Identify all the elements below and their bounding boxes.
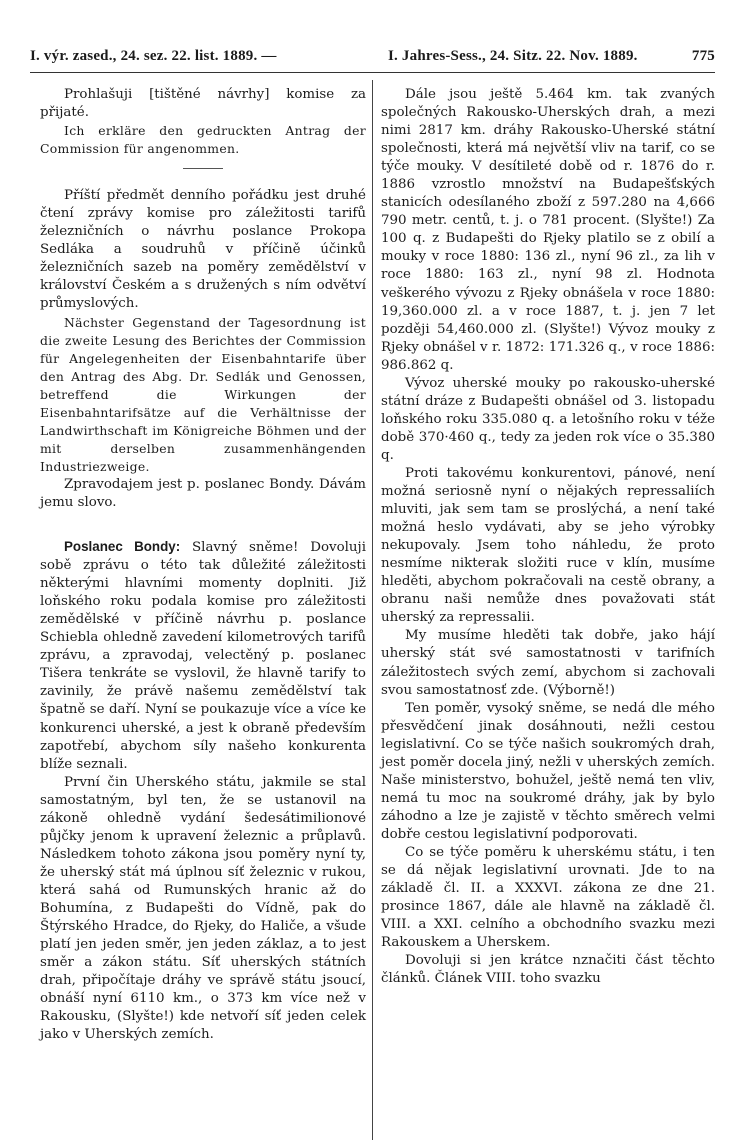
header-german: I. Jahres-Sess., 24. Sitz. 22. Nov. 1889. [388,48,638,64]
speech-paragraph-2: První čin Uherského státu, jakmile se stal samostatným, byl ten, že se ustanovil na zákoně ohledně vydání šedesátimilionové půjčky jenom k upravení železnic a průplavů. Následkem tohoto zákona jsou poměry nyní ty, že uherský stát má úplnou síť železnic v rukou, která sahá od Rumunských hranic až do Bohumína, z Budapešti do Vídně, pak do Štýrského Hradce, do Rjeky, do Haliče, a všude platí jen jeden směr, jen jeden záklaz, a to jest směr a zákon státu. Síť uherských státních drah, připočítaje dráhy ve správě státu jsoucí, obnáší nyní 6110 km., o 373 km více než v Rakousku, (Slyšte!) kde netvoří síť jeden celek jako v Uherských zemích. [40,774,366,1043]
speech-paragraph-7: Ten poměr, vysoký sněme, se nedá dle mého přesvědčení jinak dosáhnouti, nežli cestou legislativní. Co se týče našich soukromých drah, jest poměr docela jiný, nežli v uherských zemích. Naše ministerstvo, bohužel, ještě nemá ten vliv, nemá tu moc na soukromé dráhy, jak by bylo záhodno a lze je zajistě v těchto směrech velmi dobře cestou legislativní podporovati. [381,700,715,842]
declaration-czech: Prohlašuji [tištěné návrhy] komise za přijaté. [40,87,366,121]
speech-paragraph-3: Dále jsou ještě 5.464 km. tak zvaných společných Rakousko-Uherských drah, a mezi nimi 2817 km. dráhy Rakousko-Uherské státní společnosti, která má největší vliv na tarif, co se týče mouky. V desítileté době od r. 1876 do r. 1886 vzrostlo množství na Budapešťských stanicích odesílaného zboží z 597.280 na 4,666 790 metr. centů, t. j. o 781 procent. (Slyšte!) Za 100 q. z Budapešti do Rjeky platilo se z obilí a mouky v roce 1880: 136 zl., nyní 96 zl., za lih v roce 1880: 163 zl., nyní 98 zl. Hodnota veškerého vývozu z Rjeky obnášela v roce 1880: 19,360.000 zl. a v roce 1887, t. j. jen 7 let později 54,460.000 zl. (Slyšte!) Vývoz mouky z Rjeky obnášel v r. 1872: 171.326 q., v roce 1886: 986.862 q. [381,87,715,373]
header-czech: I. výr. zased., 24. sez. 22. list. 1889. — [30,48,277,64]
agenda-item-german: Nächster Gegenstand der Tagesordnung ist die zweite Lesung des Berichtes der Commission für Angelegenheiten der Eisenbahntarife über den Antrag des Abg. Dr. Sedlák und Genossen, betreffend die Wirkungen der Eisenbahntarifsätze auf die Verhältnisse der Landwirthschaft im Königreiche Böhmen und der mit derselben zusammenhängenden Industriezweige. [40,314,366,474]
left-column [40,86,366,1044]
speech-paragraph-6: My musíme hleděti tak dobře, jako hájí uherský stát své samostatnosti v tarifních záležitostech svých zemí, abychom si zachovali svou samostatnosť zde. (Výborně!) [381,628,715,698]
speech-paragraph-9: Dovoluji si jen krátce nznačiti část těchto článků. Článek VIII. toho svazku [381,953,715,987]
speech-paragraph-4: Vývoz uherské mouky po rakousko-uherské státní dráze z Budapešti obnášel od 3. listopadu loňského roku 335.080 q. a letošního roku v téže době 370·460 q., tedy za jeden rok více o 35.380 q. [381,375,715,463]
column-divider [372,80,373,1140]
declaration-german: Ich erkläre den gedruckten Antrag der Commission für angenommen. [40,123,366,157]
speech-paragraph-8: Co se týče poměru k uherskému státu, i ten se dá nějak legislativní urovnati. Jde to na základě čl. II. a XXXVI. zákona ze dne 21. prosince 1867, dále ale hlavně na základě čl. VIII. a XXI. celního a obchodního svazku mezi Rakouskem a Uherskem. [381,844,715,951]
speech-paragraph [40,538,366,774]
rapporteur-announcement: Zpravodajem jest p. poslanec Bondy. Dávám jemu slovo. [40,476,366,510]
section-divider [183,168,223,169]
right-column [381,86,715,988]
speaker-name: Poslanec Bondy: [64,539,181,555]
agenda-item-czech: Příští předmět denního pořádku jest druhé čtení zprávy komise pro záležitosti tarifů železničních o návrhu poslance Prokopa Sedláka a soudruhů v příčině účinků železničních sazeb na poměry zemědělství v království Českém a s družených s ním odvětví průmyslových. [40,188,366,312]
speech-paragraph-5: Proti takovému konkurentovi, pánové, není možná seriosně nyní o nějakých repressaliích mluviti, jak sem tam se proslýchá, a není také možná heslo vydávati, aby se jeho výrobky nekupovaly. Jsem toho náhledu, že proto nesmíme nikterak složiti ruce v klín, musíme hleděti, abychom pokračovali na cestě obrany, a obranu naši nemůže dnes považovati stát uherský za repressalii. [381,465,715,626]
header-rule [30,72,715,73]
speech-text: Slavný sněme! Dovoluji sobě zprávu o této tak důležité záležitosti některými hlavními momenty doplniti. Již loňského roku podala komise pro záležitosti zemědělské v příčině návrhu p. poslance Schiebla ohledně zavedení kilometrových tarifů zprávu, a zpravodaj, velectěný p. poslanec Tišera tenkráte se vyslovil, že hlavně tarify to zavinily, že právě našemu zemědělství tak špatně se daří. Nyní se poukazuje více a více ke konkurenci uherské, a jest k obraně především zapotřebí, abychom síly našeho konkurenta blíže seznali. [40,540,366,772]
page-number: 775 [691,48,715,64]
